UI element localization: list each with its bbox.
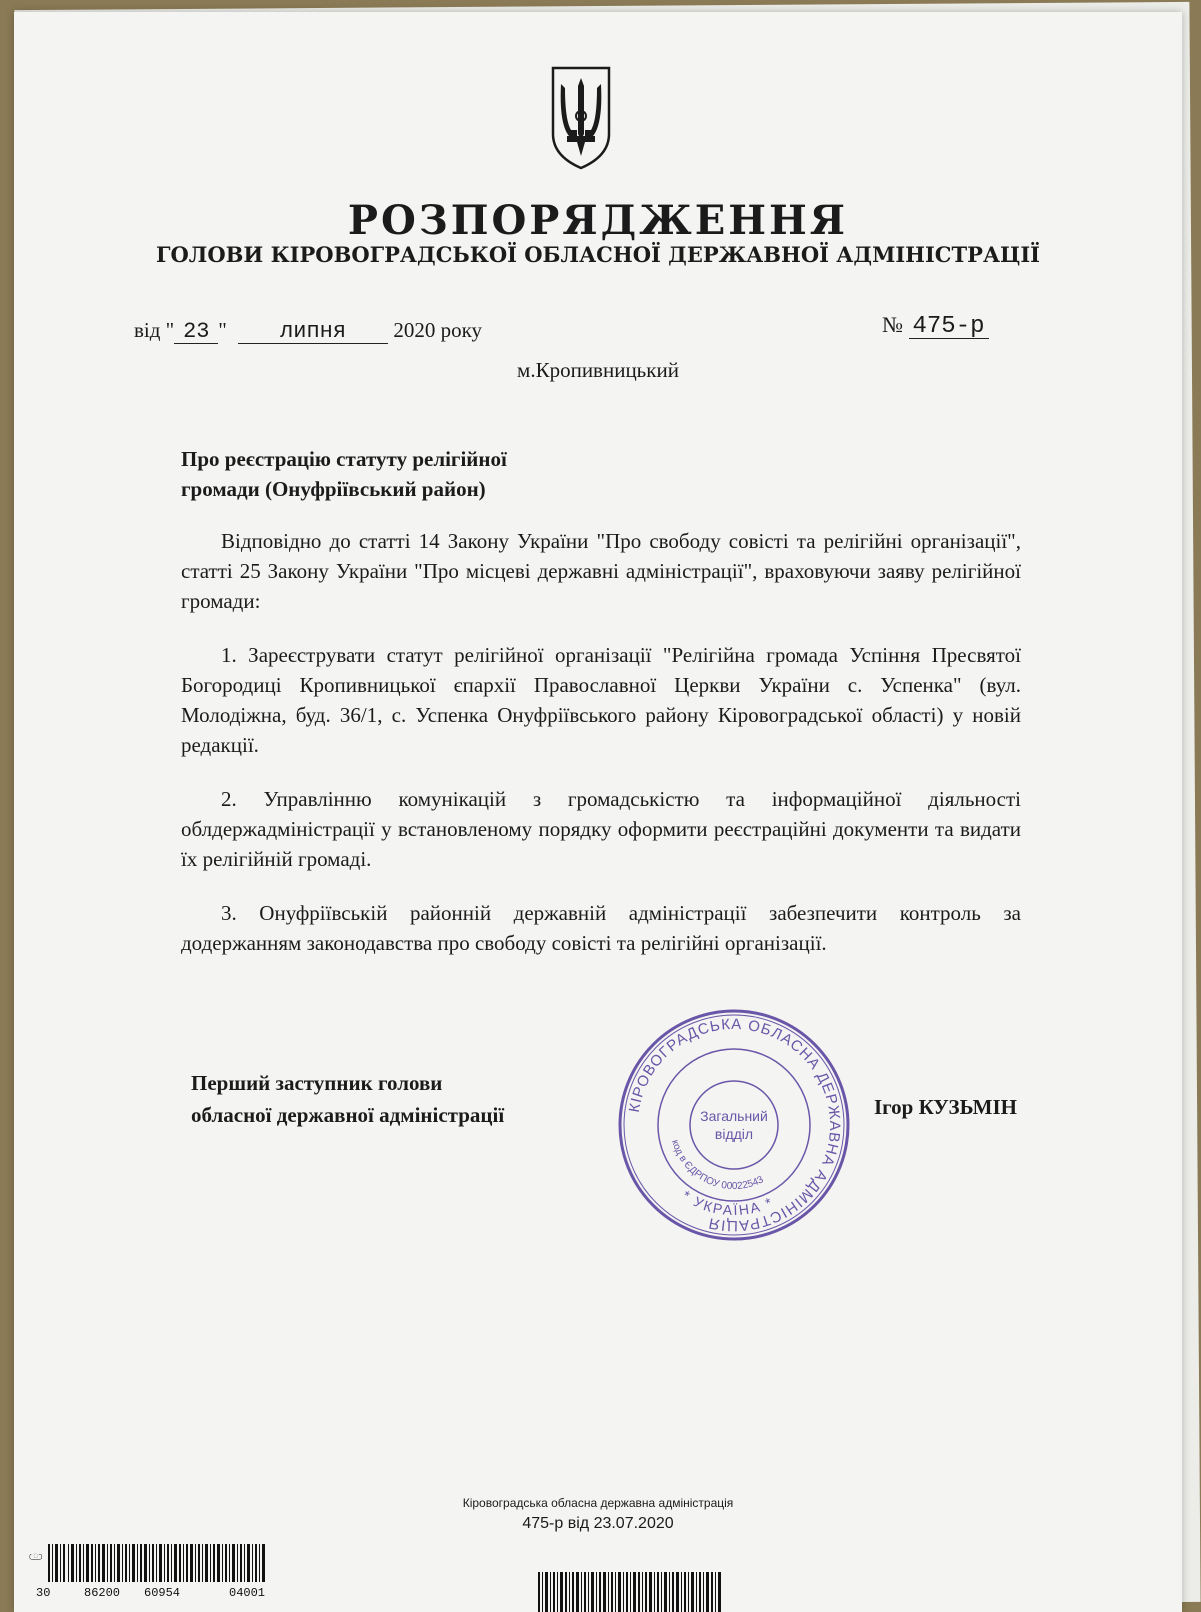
- signatory-name: Ігор КУЗЬМІН: [874, 1095, 1018, 1119]
- trident-emblem-icon: [549, 64, 613, 172]
- position-line-2: обласної державної адміністрації: [191, 1103, 505, 1127]
- registration-number: 475-р від 23.07.2020: [522, 1515, 674, 1532]
- stamp-bottom-text: * УКРАЇНА *: [679, 1187, 777, 1219]
- subject-heading: [181, 444, 507, 504]
- barcode-digits-a: 30: [36, 1586, 51, 1600]
- body-item-3: 3. Онуфріївській районній державній адміністрації забезпечити контроль за додержанням законодавства про свободу совісті та релігійні організації.: [181, 901, 1021, 955]
- city-name: м.Кропивницький: [517, 358, 679, 382]
- barcode-left: [30, 1540, 284, 1600]
- date-quote: ": [218, 318, 227, 342]
- stamp-outer-text: КІРОВОГРАДСЬКА ОБЛАСНА ДЕРЖАВНА АДМІНІСТРАЦІЯ: [625, 1015, 844, 1235]
- barcode-registration: [524, 1566, 734, 1612]
- date-day: 23: [174, 321, 218, 344]
- document-subtitle: ГОЛОВИ КІРОВОГРАДСЬКОЇ ОБЛАСНОЇ ДЕРЖАВНОЇ АДМІНІСТРАЦІЇ: [156, 242, 1040, 267]
- barcode-digits-c: 60954: [144, 1586, 181, 1600]
- official-stamp: [614, 1005, 854, 1245]
- date-year: 2020 року: [393, 318, 482, 342]
- barcode-left-bars: [48, 1544, 265, 1582]
- date-month: липня: [238, 321, 388, 344]
- number-value: 475-р: [909, 316, 989, 339]
- barcode-side-mark: ြ: [30, 1552, 40, 1560]
- barcode-digits-d: 04001: [229, 1586, 266, 1600]
- document-number: [882, 312, 989, 339]
- body-item-1: 1. Зареєструвати статут релігійної організації "Релігійна громада Успіння Пресвятої Богородиці Кропивницької єпархії Православної Церкви України с. Успенка" (вул. Молодіжна, буд. 36/1, с. Успенка Онуфріївського району Кіровоградської області) у новій редакції.: [181, 643, 1021, 757]
- barcode-digits-b: 86200: [84, 1586, 121, 1600]
- barcode-registration-bars: [538, 1572, 721, 1612]
- body-intro: Відповідно до статті 14 Закону України "Про свободу совісті та релігійні організації", статті 25 Закону України "Про місцеві державні адміністрації", враховуючи заяву релігійної громади:: [181, 529, 1021, 613]
- number-prefix: №: [882, 312, 903, 337]
- document-body: [181, 526, 1021, 982]
- date-line: [134, 318, 482, 344]
- svg-text:* УКРАЇНА *: [679, 1187, 776, 1218]
- stamp-code-text: код в ЄДРПОУ 00022543: [669, 1138, 766, 1193]
- subject-line-1: Про реєстрацію статуту релігійної: [181, 447, 507, 471]
- stamp-center-line-1: Загальний: [700, 1108, 768, 1124]
- document-page: [14, 12, 1182, 1612]
- date-prefix: від ": [134, 318, 175, 342]
- position-line-1: Перший заступник голови: [191, 1071, 443, 1095]
- document-title: РОЗПОРЯДЖЕННЯ: [347, 197, 849, 244]
- body-item-2: 2. Управлінню комунікацій з громадськістю та інформаційної діяльності облдержадміністрації у встановленому порядку оформити реєстраційні документи та видати їх релігійній громаді.: [181, 787, 1021, 871]
- registration-organization: Кіровоградська обласна державна адміністрація: [462, 1496, 734, 1510]
- subject-line-2: громади (Онуфріївський район): [181, 477, 486, 501]
- stamp-center-line-2: відділ: [714, 1126, 754, 1142]
- signatory-position: [191, 1067, 504, 1131]
